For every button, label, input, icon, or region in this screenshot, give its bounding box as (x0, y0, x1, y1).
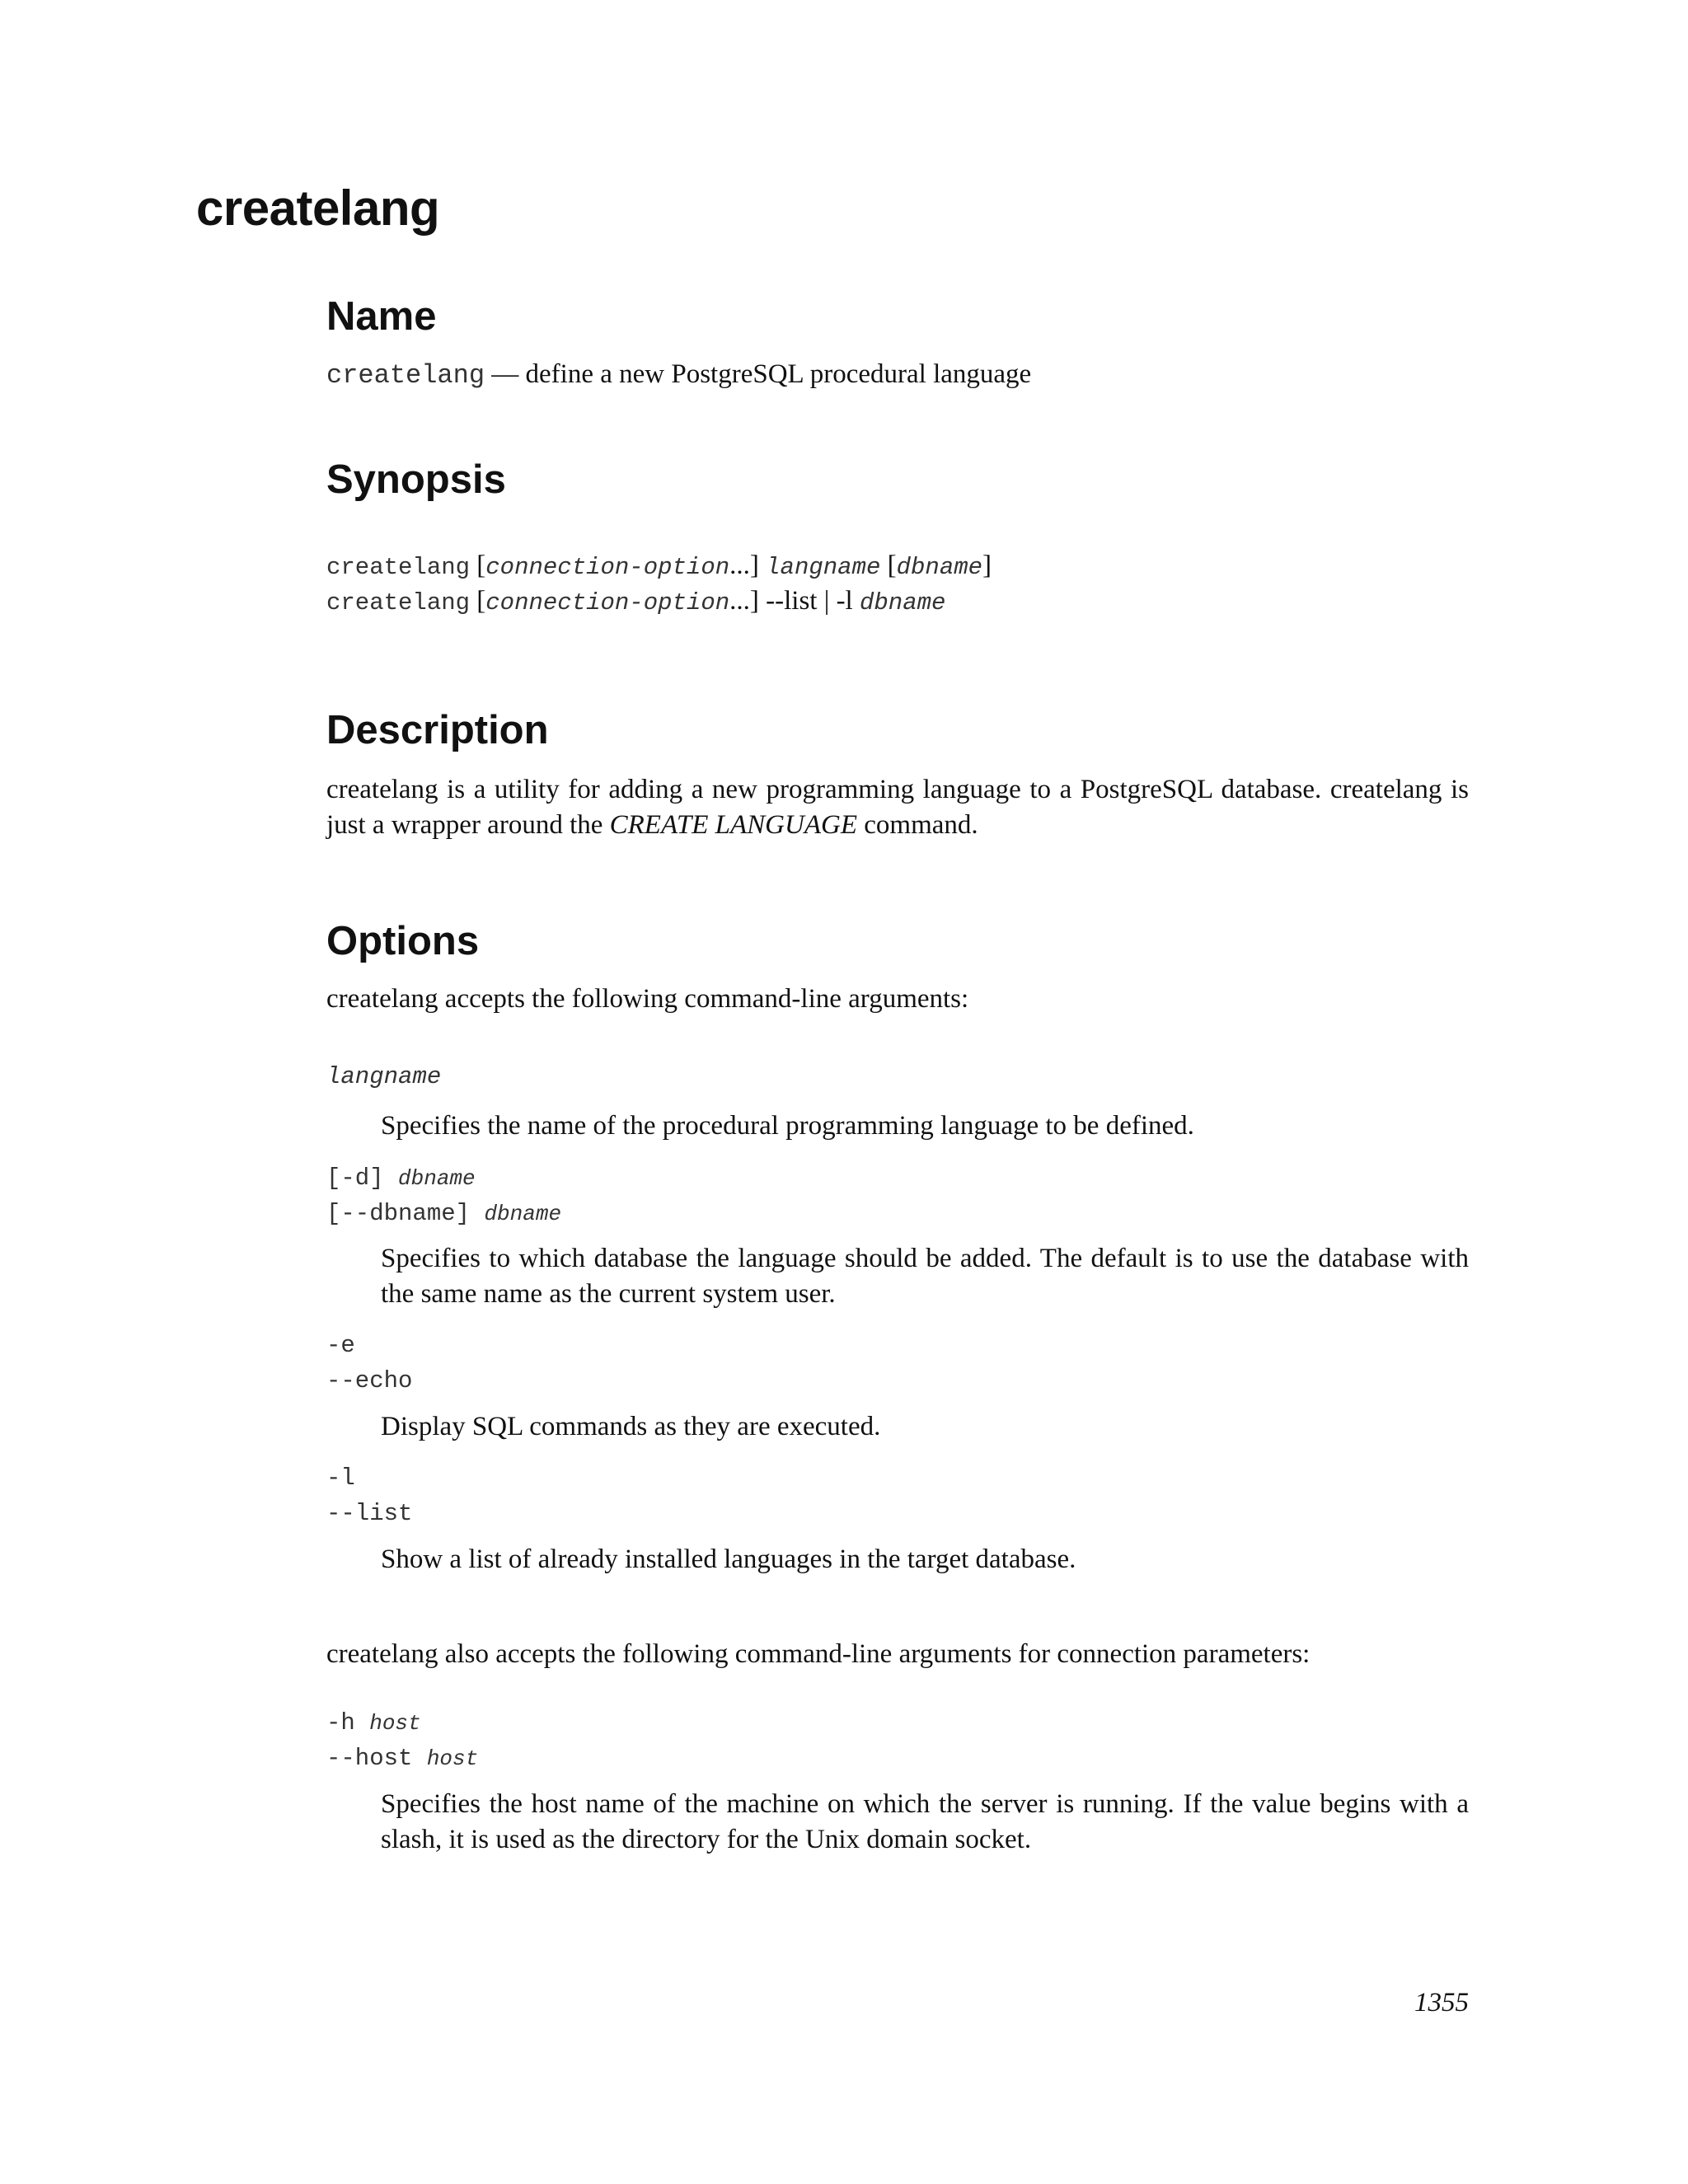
page-number: 1355 (1414, 1988, 1469, 2018)
synopsis-cmd: createlang (326, 589, 471, 616)
name-command: createlang (326, 360, 485, 391)
option-list-desc: Show a list of already installed languages in the target database. (381, 1544, 1076, 1574)
option-dbname-short (326, 1164, 476, 1192)
option-flag: -h (326, 1709, 370, 1736)
synopsis-bracket: ] (982, 551, 992, 580)
synopsis-langname: langname (766, 554, 881, 581)
synopsis-cmd: createlang (326, 554, 471, 581)
page-title: createlang (196, 180, 440, 236)
option-arg: dbname (398, 1166, 476, 1191)
options-intro: createlang accepts the following command-line arguments: (326, 984, 969, 1014)
option-echo-short: -e (326, 1332, 355, 1359)
option-dbname-desc: Specifies to which database the language should be added. The default is to use the database with the same name as the current system user. (381, 1244, 1469, 1309)
option-langname-term: langname (326, 1063, 442, 1090)
option-arg: host (369, 1711, 421, 1736)
option-echo-desc: Display SQL commands as they are executed. (381, 1412, 881, 1441)
option-host-short (326, 1708, 421, 1736)
option-echo-long: --echo (326, 1367, 413, 1394)
description-text: createlang is a utility for adding a new programming language to a PostgreSQL database. createlang is just a wrapper around the (326, 775, 1469, 840)
description-paragraph (326, 772, 1469, 843)
description-text-end: command. (857, 810, 978, 840)
connection-options-intro: createlang also accepts the following command-line arguments for connection parameters: (326, 1639, 1311, 1669)
option-langname-desc: Specifies the name of the procedural programming language to be defined. (381, 1111, 1194, 1141)
synopsis-heading: Synopsis (326, 457, 506, 502)
option-arg: host (426, 1746, 479, 1771)
name-line (326, 359, 1031, 391)
options-heading: Options (326, 919, 480, 963)
synopsis-dbname: dbname (896, 554, 983, 581)
option-arg: dbname (484, 1202, 562, 1226)
synopsis-bracket: [ (880, 551, 897, 580)
synopsis-line-1 (326, 551, 992, 581)
name-heading: Name (326, 294, 437, 339)
synopsis-conn-option: connection-option (485, 589, 730, 616)
synopsis-bracket: [ (470, 551, 486, 580)
option-flag: [-d] (326, 1165, 399, 1192)
synopsis-dbname: dbname (859, 589, 946, 616)
synopsis-bracket: [ (470, 586, 486, 616)
option-flag: [--dbname] (326, 1200, 485, 1227)
option-host-long (326, 1744, 478, 1772)
option-flag: --host (326, 1745, 427, 1772)
option-dbname-long (326, 1199, 561, 1227)
description-heading: Description (326, 708, 549, 752)
synopsis-list-option: ...] --list | -l (729, 586, 860, 616)
option-list-long: --list (326, 1500, 413, 1527)
synopsis-conn-option: connection-option (485, 554, 730, 581)
option-list-short: -l (326, 1465, 355, 1492)
create-language-ref: CREATE LANGUAGE (609, 810, 857, 840)
synopsis-line-2 (326, 586, 945, 616)
option-host-desc: Specifies the host name of the machine on which the server is running. If the value begins with a slash, it is used as the directory for the Unix domain socket. (381, 1789, 1469, 1854)
synopsis-bracket: ...] (729, 551, 767, 580)
name-summary: — define a new PostgreSQL procedural language (485, 359, 1032, 389)
